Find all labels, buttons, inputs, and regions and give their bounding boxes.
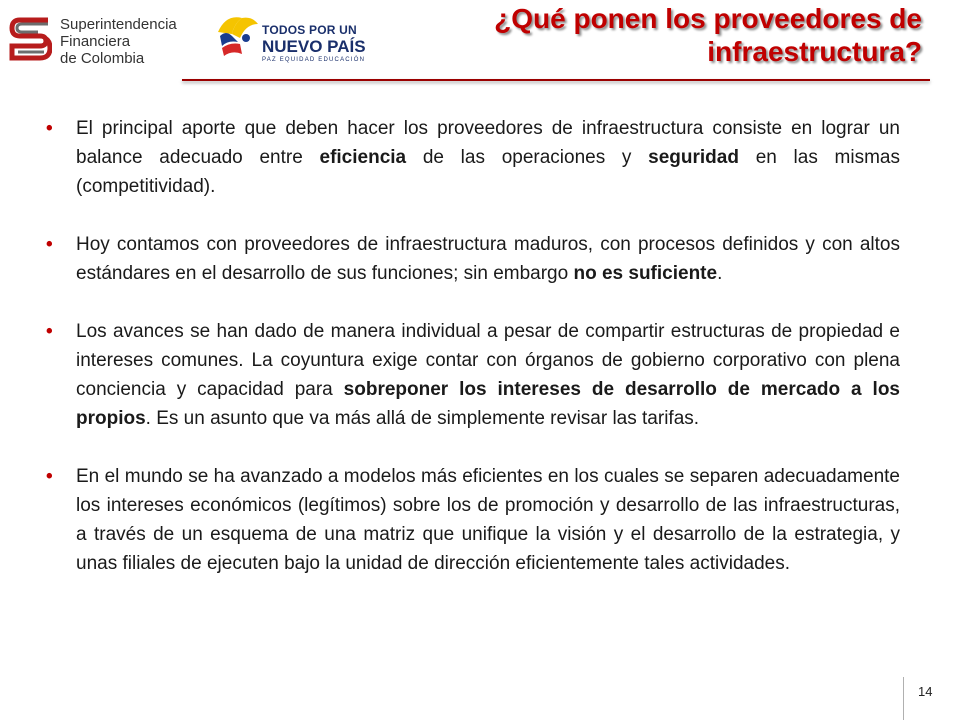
- bullet-list: [46, 114, 900, 578]
- bullet-item: [46, 317, 900, 433]
- bullet-bold-text: no es suficiente: [573, 263, 718, 284]
- bullet-bold-text: sobreponer los intereses de desarrollo de mercado a los propios: [76, 379, 900, 429]
- bullet-text: de las operaciones y: [406, 147, 649, 168]
- page-title-line: infraestructura?: [707, 36, 922, 67]
- bullet-item: [46, 230, 900, 288]
- sfc-name: [60, 16, 177, 67]
- bullet-text: En el mundo se ha avanzado a modelos más eficientes en los cuales se separen adecuadamente los intereses económicos (legítimos) sobre los de promoción y desarrollo de las infraestructuras, a través de un esquema de una matriz que unifique la visión y el desarrollo de la estrategia, y unas filiales de ejecuten bajo la unidad de dirección eficientemente tales actividades.: [76, 466, 900, 574]
- bullet-dot: •: [46, 321, 53, 342]
- bullet-dot: •: [46, 234, 53, 255]
- header-divider: [182, 79, 930, 81]
- government-logo-line2: NUEVO PAÍS: [262, 37, 366, 56]
- bullet-item: [46, 462, 900, 578]
- bullet-text: El principal aporte que deben hacer los proveedores de infraestructura consiste en lograr un balance adecuado entre: [76, 118, 900, 168]
- government-logo: [212, 8, 372, 68]
- sfc-logo: [8, 14, 178, 66]
- government-logo-line1: TODOS POR UN: [262, 23, 357, 37]
- sfc-name-line: Financiera: [60, 33, 131, 50]
- bullet-text: Los avances se han dado de manera individual a pesar de compartir estructuras de propiedad e intereses comunes. La coyuntura exige contar con órganos de gobierno corporativo con plena conciencia y capacidad para: [76, 321, 900, 400]
- page-number: 14: [903, 677, 959, 720]
- bullet-text: Hoy contamos con proveedores de infraestructura maduros, con procesos definidos y con altos estándares en el desarrollo de sus funciones; sin embargo: [76, 234, 900, 284]
- bullet-text: en las mismas (competitividad).: [76, 147, 900, 197]
- sfc-s-logo-icon: [8, 14, 52, 64]
- government-logo-tagline: PAZ EQUIDAD EDUCACIÓN: [262, 57, 366, 63]
- page-title-line: ¿Qué ponen los proveedores de: [494, 3, 922, 34]
- bullet-dot: •: [46, 118, 53, 139]
- sfc-name-line: Superintendencia: [60, 16, 177, 33]
- bullet-bold-text: eficiencia: [319, 147, 407, 168]
- bullet-dot: •: [46, 466, 53, 487]
- bullet-text: . Es un asunto que va más allá de simplemente revisar las tarifas.: [145, 408, 700, 429]
- flag-figure-icon: [212, 12, 262, 64]
- sfc-name-line: de Colombia: [60, 50, 145, 67]
- bullet-text: .: [717, 263, 723, 284]
- bullet-item: [46, 114, 900, 201]
- bullet-bold-text: seguridad: [648, 147, 739, 168]
- page-title: [402, 2, 922, 68]
- government-logo-text: [262, 23, 366, 65]
